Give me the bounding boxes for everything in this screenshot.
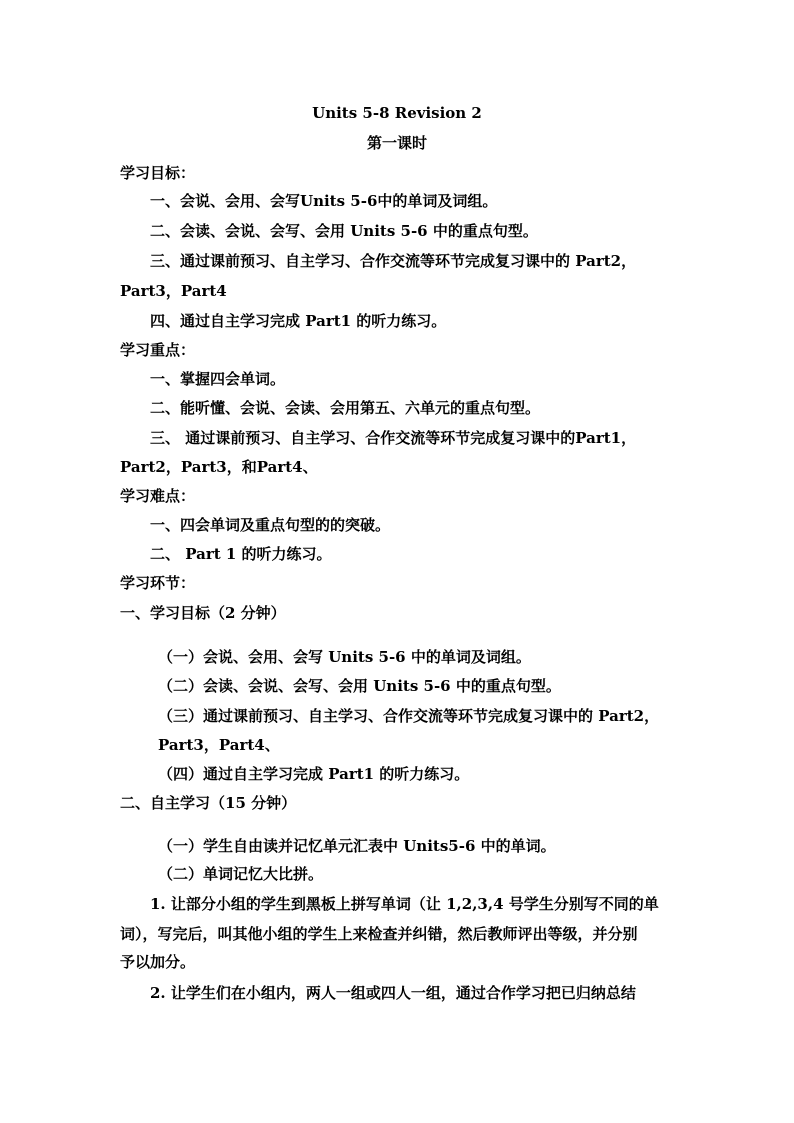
- difficulty-item: 二、 Part 1 的听力练习。: [150, 545, 332, 563]
- procedure-heading: 学习环节：: [120, 574, 196, 592]
- procedure-item: （三）通过课前预习、自主学习、合作交流等环节完成复习课中的 Part2，: [158, 707, 660, 725]
- procedure-item: （四）通过自主学习完成 Part1 的听力练习。: [158, 765, 470, 783]
- key-point-item-continuation: Part2，Part3，和Part4、: [120, 458, 318, 476]
- key-point-item: 一、掌握四会单词。: [150, 370, 286, 388]
- procedure-item: （二）单词记忆大比拼。: [158, 865, 324, 883]
- key-points-heading: 学习重点：: [120, 341, 196, 359]
- difficulty-item: 一、四会单词及重点句型的的突破。: [150, 516, 391, 534]
- objective-item: 二、会读、会说、会写、会用 Units 5-6 中的重点句型。: [150, 222, 538, 240]
- objective-item-continuation: Part3，Part4: [120, 282, 227, 300]
- procedure-section-heading: 二、自主学习（15 分钟）: [120, 794, 297, 812]
- procedure-step: 2. 让学生们在小组内，两人一组或四人一组，通过合作学习把已归纳总结: [150, 984, 636, 1002]
- key-point-item: 三、 通过课前预习、自主学习、合作交流等环节完成复习课中的Part1，: [150, 429, 637, 447]
- difficulties-heading: 学习难点：: [120, 487, 196, 505]
- procedure-step-continuation: 予以加分。: [120, 953, 196, 971]
- procedure-item-continuation: Part3，Part4、: [158, 736, 280, 754]
- objective-item: 一、会说、会用、会写Units 5-6中的单词及词组。: [150, 192, 498, 210]
- objective-item: 三、通过课前预习、自主学习、合作交流等环节完成复习课中的 Part2，: [150, 252, 637, 270]
- procedure-section-heading: 一、学习目标（2 分钟）: [120, 604, 286, 622]
- procedure-step-continuation: 词），写完后，叫其他小组的学生上来检查并纠错，然后教师评出等级，并分别: [120, 925, 638, 943]
- objectives-heading: 学习目标：: [120, 164, 196, 182]
- key-point-item: 二、能听懂、会说、会读、会用第五、六单元的重点句型。: [150, 399, 541, 417]
- procedure-item: （一）学生自由读并记忆单元汇表中 Units5-6 中的单词。: [158, 837, 556, 855]
- procedure-step: 1. 让部分小组的学生到黑板上拼写单词（让 1,2,3,4 号学生分别写不同的单: [150, 895, 659, 913]
- objective-item: 四、通过自主学习完成 Part1 的听力练习。: [150, 312, 447, 330]
- document-title: Units 5-8 Revision 2: [312, 104, 482, 122]
- procedure-item: （一）会说、会用、会写 Units 5-6 中的单词及词组。: [158, 648, 531, 666]
- procedure-item: （二）会读、会说、会写、会用 Units 5-6 中的重点句型。: [158, 677, 561, 695]
- document-subtitle: 第一课时: [366, 134, 427, 152]
